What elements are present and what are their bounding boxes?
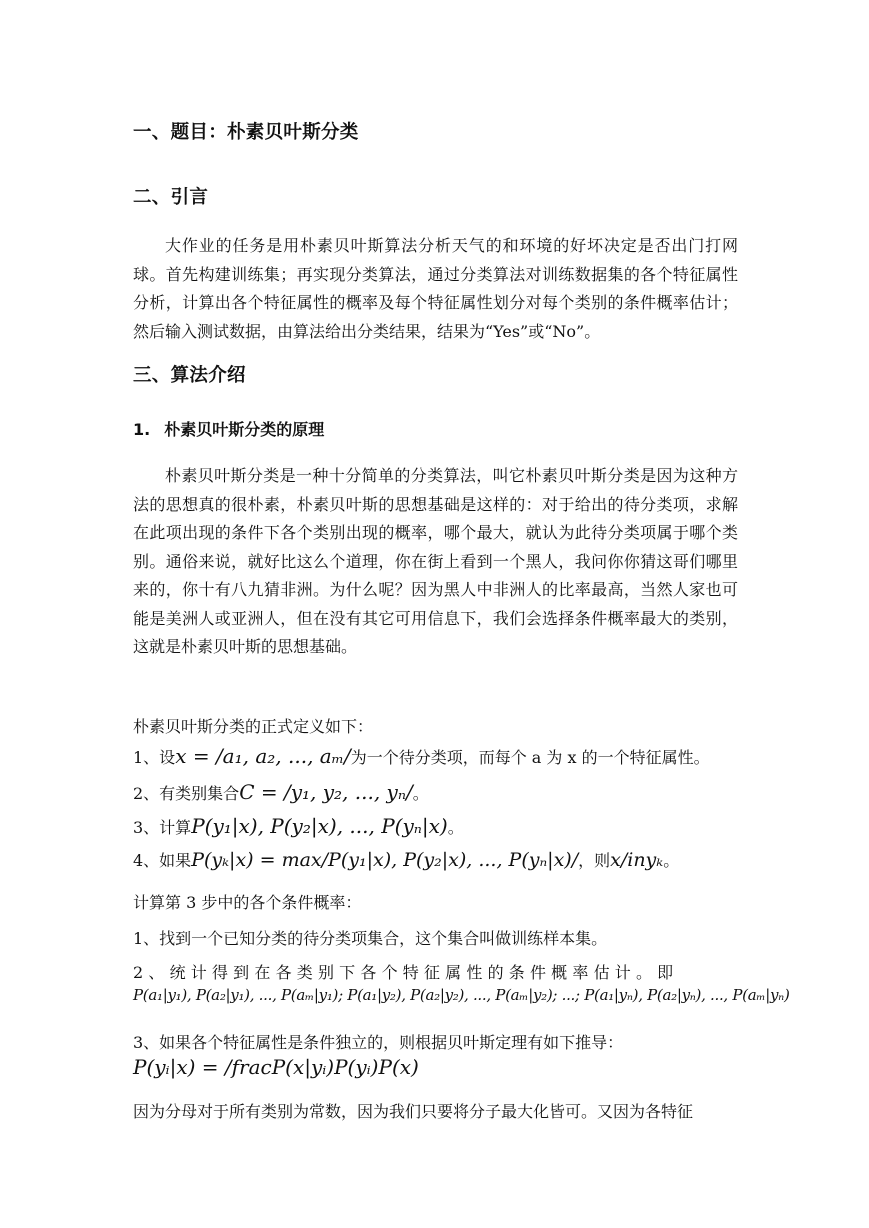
subsection-title: 朴素贝叶斯分类的原理 xyxy=(164,420,325,439)
calc-item-3: 3、如果各个特征属性是条件独立的，则根据贝叶斯定理有如下推导： xyxy=(133,1033,624,1052)
calc-item-2-formula xyxy=(133,985,790,1004)
principle-paragraph: 朴素贝叶斯分类是一种十分简单的分类算法，叫它朴素贝叶斯分类是因为这种方法的思想真的很朴素，朴素贝叶斯的思想基础是这样的：对于给出的待分类项，求解在此项出现的条件下各个类别出现的概率，哪个最大，就认为此待分类项属于哪个类别。通俗来说，就好比这么个道理，你在街上看到一个黑人，我问你你猜这哥们哪里来的，你十有八九猜非洲。为什么呢？因为黑人中非洲人的比率最高，当然人家也可能是美洲人或亚洲人，但在没有其它可用信息下，我们会选择条件概率最大的类别，这就是朴素贝叶斯的思想基础。 xyxy=(133,466,738,656)
calc-intro: 计算第 3 步中的各个条件概率： xyxy=(133,893,362,912)
final-line: 因为分母对于所有类别为常数，因为我们只要将分子最大化皆可。又因为各特征 xyxy=(133,1102,694,1121)
section-intro-heading: 二、引言 xyxy=(133,187,209,208)
formula: x/inyₖ xyxy=(610,849,664,871)
definition-item-2: 2、有类别集合C = /y₁, y₂, ..., yₙ/。 xyxy=(133,780,429,804)
definition-item-1: 1、设x = /a₁, a₂, ..., aₘ/为一个待分类项，而每个 a 为 x 的一个特征属性。 xyxy=(133,744,710,768)
formula: C = /y₁, y₂, ..., yₙ/ xyxy=(239,780,413,804)
formula: P(yₖ|x) = max/P(y₁|x), P(y₂|x), ..., P(yₙ|x)/ xyxy=(191,849,579,871)
calc-item-1: 1、找到一个已知分类的待分类项集合，这个集合叫做训练样本集。 xyxy=(133,929,608,948)
definition-item-3: 3、计算P(y₁|x), P(y₂|x), ..., P(yₙ|x)。 xyxy=(133,814,464,838)
formula: P(a₁|y₁), P(a₂|y₁), ..., P(aₘ|y₁); P(a₁|y₂), P(a₂|y₂), ..., P(aₘ|y₂); ...; P(a₁|yₙ), P(a₂|yₙ), ..., P(aₘ|yₙ) xyxy=(133,986,790,1004)
intro-paragraph: 大作业的任务是用朴素贝叶斯算法分析天气的和环境的好坏决定是否出门打网球。首先构建训练集；再实现分类算法，通过分类算法对训练数据集的各个特征属性分析，计算出各个特征属性的概率及每个特征属性划分对每个类别的条件概率估计；然后输入测试数据，由算法给出分类结果，结果为“Yes”或“No”。 xyxy=(133,236,738,341)
section-algo-heading: 三、算法介绍 xyxy=(133,365,246,386)
calc-item-3-formula xyxy=(133,1055,743,1079)
subsection-number: 1. xyxy=(133,420,151,439)
calc-item-2: 2、统计得到在各类别下各个特征属性的条件概率估计。即 xyxy=(133,963,679,982)
definition-item-4: 4、如果P(yₖ|x) = max/P(y₁|x), P(y₂|x), ..., P(yₙ|x)/，则x/inyₖ。 xyxy=(133,849,680,871)
subsection-heading xyxy=(133,417,324,440)
formula: P(yᵢ|x) = /fracP(x|yᵢ)P(yᵢ)P(x) xyxy=(133,1055,419,1079)
formula: x = /a₁, a₂, ..., aₘ/ xyxy=(175,744,351,768)
section-title: 一、题目：朴素贝叶斯分类 xyxy=(133,122,359,143)
definition-intro: 朴素贝叶斯分类的正式定义如下： xyxy=(133,717,374,736)
formula: P(y₁|x), P(y₂|x), ..., P(yₙ|x) xyxy=(191,814,448,838)
